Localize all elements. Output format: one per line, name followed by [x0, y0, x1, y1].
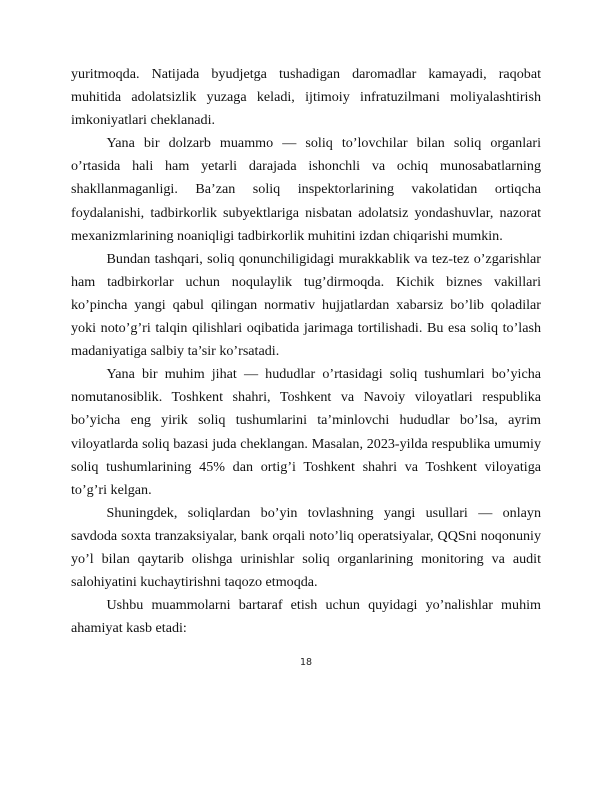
paragraph-3: Bundan tashqari, soliq qonunchiligidagi murakkablik va tez-tez o’zgarishlar ham tadbirkorlar uchun noqulaylik tug’dirmoqda. Kichik biznes vakillari ko’pincha yangi qabul qilingan normativ hujjatlardan xabarsiz bo’lib qoladilar yoki noto’g’ri talqin qilishlari oqibatida jarimaga tortilishadi. Bu esa soliq to’lash madaniyatiga salbiy ta’sir ko’rsatadi. — [71, 250, 541, 360]
paragraph-4: Yana bir muhim jihat — hududlar o’rtasidagi soliq tushumlari bo’yicha nomutanosiblik. Toshkent shahri, Toshkent va Navoiy viloyatlari respublika bo’yicha eng yirik soliq tushumlarini ta’minlovchi hududlar bo’lsa, ayrim viloyatlarda soliq bazasi juda cheklangan. Masalan, 2023-yilda respublika umumiy soliq tushumlarining 45% dan ortig’i Toshkent shahri va Toshkent viloyatiga to’g’ri kelgan. — [71, 366, 541, 498]
document-body — [71, 63, 541, 640]
paragraph-2: Yana bir dolzarb muammo — soliq to’lovchilar bilan soliq organlari o’rtasida hali ham yetarli darajada ishonchli va ochiq munosabatlarning shakllanmaganligi. Ba’zan soliq inspektorlarining vakolatidan ortiqcha foydalanishi, tadbirkorlik subyektlariga nisbatan adolatsiz yondashuvlar, nazorat mexanizmlarining noaniqligi tadbirkorlik muhitini izdan chiqarishi mumkin. — [71, 135, 541, 244]
paragraph-6: Ushbu muammolarni bartaraf etish uchun quyidagi yo’nalishlar muhim ahamiyat kasb etadi: — [71, 597, 541, 637]
paragraph-5: Shuningdek, soliqlardan bo’yin tovlashning yangi usullari — onlayn savdoda soxta tranzaksiyalar, bank orqali noto’liq operatsiyalar, QQSni noqonuniy yo’l bilan qaytarib olishga urinishlar soliq organlarining monitoring va audit salohiyatini kuchaytirishni taqozo etmoqda. — [71, 504, 541, 591]
paragraph-1: yuritmoqda. Natijada byudjetga tushadigan daromadlar kamayadi, raqobat muhitida adolatsizlik yuzaga keladi, ijtimoiy infratuzilmani moliyalashtirish imkoniyatlari cheklanadi. — [71, 66, 541, 129]
page-number: 18 — [299, 657, 313, 668]
